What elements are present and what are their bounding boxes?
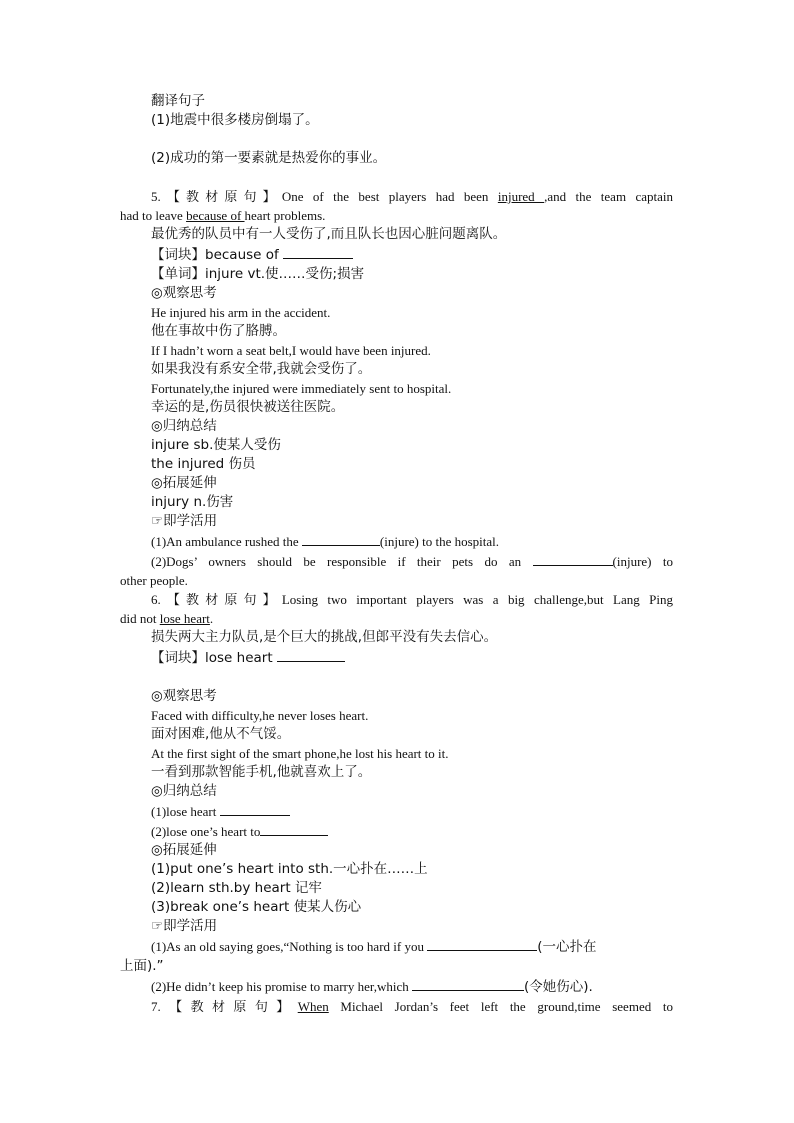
underline-lose-heart: lose heart bbox=[159, 611, 210, 626]
item6-summary-heading: ◎归纳总结 bbox=[151, 783, 217, 799]
underline-injured: injured bbox=[497, 189, 545, 204]
item5-practice-2: (2)Dogs’ owners should be responsible if their pets do an (injure) to bbox=[120, 551, 673, 571]
item5-example-3-en: Fortunately,the injured were immediately sent to hospital. bbox=[151, 381, 452, 396]
item5-translation: 最优秀的队员中有一人受伤了,而且队长也因心脏问题离队。 bbox=[151, 226, 507, 242]
item5-example-1-en: He injured his arm in the accident. bbox=[151, 305, 331, 320]
item5-original-sentence: 5.【教材原句】One of the best players had been injured ,and the team captain bbox=[151, 189, 673, 204]
item6-practice-2: (2)He didn’t keep his promise to marry her,which (令她伤心). bbox=[120, 976, 673, 997]
item6-example-1-en: Faced with difficulty,he never loses heart. bbox=[151, 708, 369, 723]
item6-original-sentence-cont: did not lose heart. bbox=[120, 611, 214, 626]
translate-sentence-1: (1)地震中很多楼房倒塌了。 bbox=[151, 112, 319, 128]
item6-summary-2: (2)lose one’s heart to bbox=[120, 821, 673, 841]
item6-practice-heading: ☞即学活用 bbox=[151, 918, 218, 934]
item6-summary-1: (1)lose heart bbox=[120, 801, 673, 821]
fill-blank[interactable] bbox=[427, 936, 537, 951]
item5-practice-1: (1)An ambulance rushed the (injure) to the hospital. bbox=[120, 531, 673, 551]
item5-example-2-en: If I hadn’t worn a seat belt,I would have been injured. bbox=[151, 343, 431, 358]
section-title: 翻译句子 bbox=[151, 93, 205, 109]
item5-original-sentence-cont: had to leave because of heart problems. bbox=[120, 208, 326, 223]
item6-extend-1: (1)put one’s heart into sth.一心扑在……上 bbox=[151, 861, 428, 877]
item6-example-2-zh: 一看到那款智能手机,他就喜欢上了。 bbox=[151, 764, 372, 780]
item5-example-1-zh: 他在事故中伤了胳膊。 bbox=[151, 323, 286, 339]
item6-ciku: 【词块】lose heart bbox=[120, 647, 673, 668]
item5-observe-heading: ◎观察思考 bbox=[151, 285, 217, 301]
item6-original-sentence: 6.【教材原句】Losing two important players was a big challenge,but Lang Ping bbox=[151, 592, 673, 607]
item6-extend-2: (2)learn sth.by heart 记牢 bbox=[151, 880, 322, 896]
document-page bbox=[120, 92, 673, 1016]
item6-extend-3: (3)break one’s heart 使某人伤心 bbox=[151, 899, 362, 915]
fill-blank[interactable] bbox=[220, 801, 290, 816]
item5-summary-2: the injured 伤员 bbox=[151, 456, 256, 472]
item5-danci: 【单词】injure vt.使……受伤;损害 bbox=[151, 266, 365, 282]
fill-blank[interactable] bbox=[260, 821, 328, 836]
item5-summary-heading: ◎归纳总结 bbox=[151, 418, 217, 434]
underline-when: When bbox=[297, 999, 329, 1014]
item5-example-3-zh: 幸运的是,伤员很快被送往医院。 bbox=[151, 399, 345, 415]
item5-practice-heading: ☞即学活用 bbox=[151, 513, 218, 529]
item6-translation: 损失两大主力队员,是个巨大的挑战,但郎平没有失去信心。 bbox=[151, 629, 498, 645]
item5-example-2-zh: 如果我没有系安全带,我就会受伤了。 bbox=[151, 361, 372, 377]
fill-blank[interactable] bbox=[277, 647, 345, 662]
underline-because-of: because of bbox=[186, 208, 245, 223]
item6-observe-heading: ◎观察思考 bbox=[151, 688, 217, 704]
item5-practice-2-cont: other people. bbox=[120, 573, 188, 588]
fill-blank[interactable] bbox=[283, 244, 353, 259]
item6-example-1-zh: 面对困难,他从不气馁。 bbox=[151, 726, 291, 742]
item6-practice-1-cont: 上面).” bbox=[120, 958, 164, 974]
item5-extend-1: injury n.伤害 bbox=[151, 494, 234, 510]
item5-extend-heading: ◎拓展延伸 bbox=[151, 475, 217, 491]
translate-sentence-2: (2)成功的第一要素就是热爱你的事业。 bbox=[151, 150, 387, 166]
item6-practice-1: (1)As an old saying goes,“Nothing is too hard if you (一心扑在 bbox=[120, 936, 673, 957]
fill-blank[interactable] bbox=[302, 531, 380, 546]
fill-blank[interactable] bbox=[533, 551, 613, 566]
item6-extend-heading: ◎拓展延伸 bbox=[151, 842, 217, 858]
item6-example-2-en: At the first sight of the smart phone,he lost his heart to it. bbox=[151, 746, 449, 761]
item5-summary-1: injure sb.使某人受伤 bbox=[151, 437, 281, 453]
item5-ciku: 【词块】because of bbox=[120, 244, 673, 265]
item7-original-sentence: 7.【教材原句】When Michael Jordan’s feet left the ground,time seemed to bbox=[151, 999, 673, 1014]
fill-blank[interactable] bbox=[412, 976, 524, 991]
